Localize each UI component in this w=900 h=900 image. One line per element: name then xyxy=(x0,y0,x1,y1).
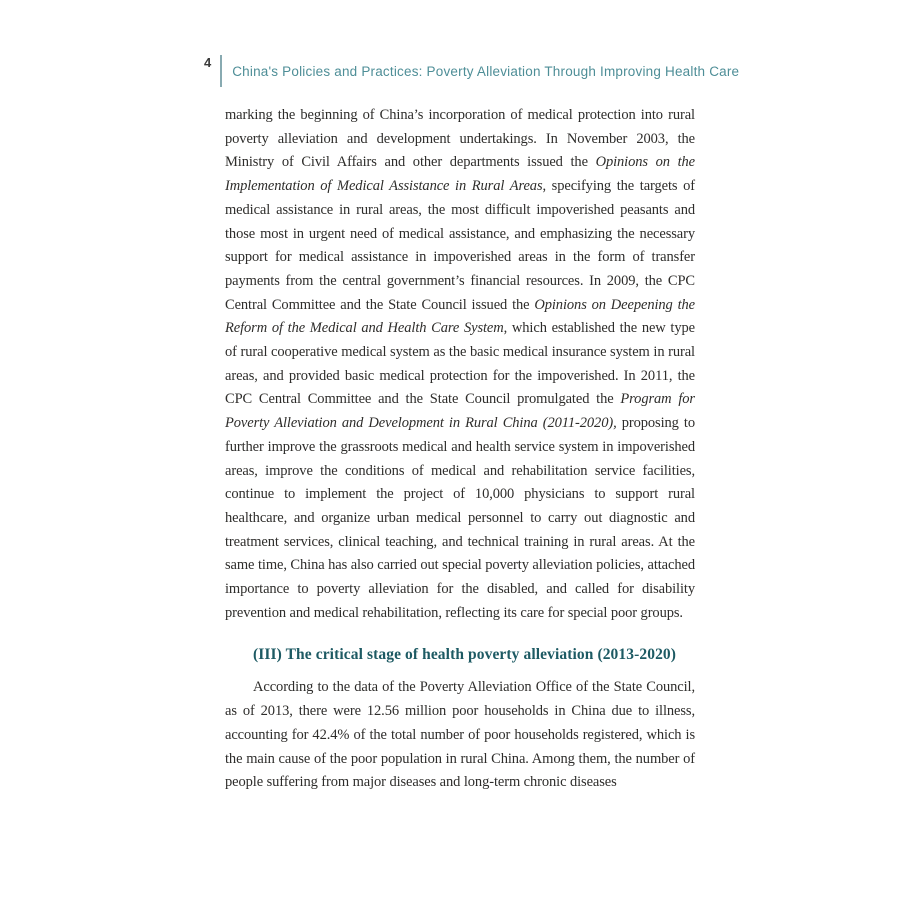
body-text-run: , specifying the targets of medical assistance in rural areas, the most difficult impoverished peasants and those most in urgent need of medical assistance, and emphasizing the necessary support for medical assistance in impoverished areas in the form of transfer payments from the central government’s financial resources. In 2009, the CPC Central Committee and the State Council issued the xyxy=(225,178,695,313)
body-text-run: marking the beginning of China’s incorporation of medical protection into rural poverty alleviation and development undertakings. In November 2003, the Ministry of Civil Affairs and other departments issued the xyxy=(225,107,695,171)
body-text-run: proposing to further improve the grassroots medical and health service system in impoverished areas, improve the conditions of medical and rehabilitation service facilities, continue to implement the project of 10,000 physicians to support rural healthcare, and organize urban medical personnel to carry out diagnostic and treatment services, clinical teaching, and technical training in rural areas. At the same time, China has also carried out special poverty alleviation policies, attached importance to poverty alleviation for the disabled, and called for disability prevention and medical rehabilitation, reflecting its care for special poor groups. xyxy=(225,415,695,621)
italic-document-title: Opinions on the Implementation of Medical Assistance in Rural Areas xyxy=(225,154,695,195)
italic-document-title: Opinions on Deepening the Reform of the Medical and Health Care System xyxy=(225,296,695,337)
running-head-title: China's Policies and Practices: Poverty Alleviation Through Improving Health Care xyxy=(232,63,740,79)
header-divider-line xyxy=(220,55,222,87)
body-paragraph xyxy=(225,104,695,625)
page-number: 4 xyxy=(204,55,212,70)
italic-document-title: Program for Poverty Alleviation and Development in Rural China (2011-2020), xyxy=(225,391,695,432)
body-text-run: According to the data of the Poverty Alleviation Office of the State Council, as of 2013, there were 12.56 million poor households in China due to illness, accounting for 42.4% of the total number of poor households registered, which is the main cause of the poor population in rural China. Among them, the number of people suffering from major diseases and long-term chronic diseases xyxy=(225,679,695,791)
section-heading: (III) The critical stage of health poverty alleviation (2013-2020) xyxy=(253,646,677,664)
page-body xyxy=(225,104,695,795)
page-header xyxy=(204,54,739,88)
body-text-run: , which established the new type of rural cooperative medical system as the basic medical insurance system in rural areas, and provided basic medical protection for the impoverished. In 2011, the CPC Central Committee and the State Council promulgated the xyxy=(225,320,695,408)
body-paragraph xyxy=(225,676,695,795)
